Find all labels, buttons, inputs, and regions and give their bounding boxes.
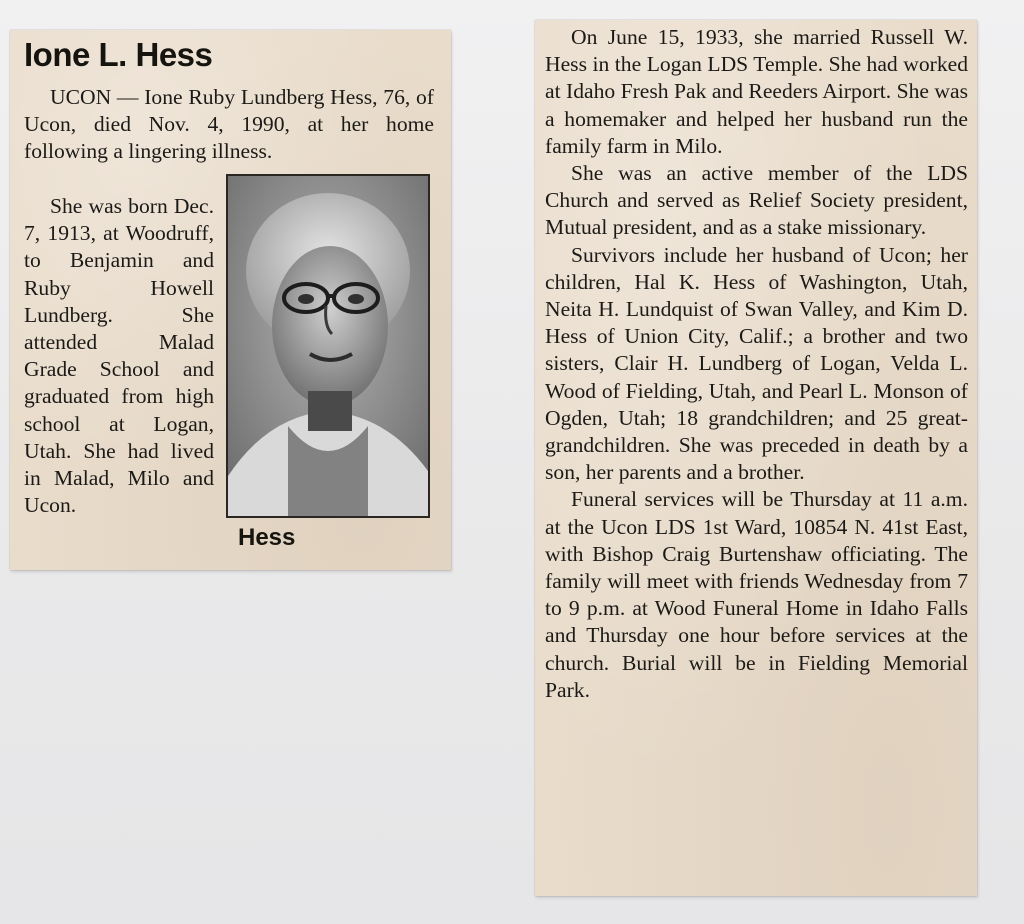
obituary-clipping-right	[535, 20, 977, 896]
paragraph-church: She was an active member of the LDS Church and served as Relief Society president, Mutual president, and as a stake missionary.	[545, 161, 968, 240]
paragraph-survivors: Survivors include her husband of Ucon; her children, Hal K. Hess of Washington, Utah, Neita H. Lundquist of Swan Valley, and Kim D. Hess of Union City, Calif.; a brother and two sisters, Clair H. Lundberg of Logan, Velda L. Wood of Fielding, Utah, and Pearl L. Monson of Ogden, Utah; 18 grandchildren; and 25 great-grandchildren. She was preceded in death by a son, her parents and a brother.	[545, 242, 968, 485]
paragraph-married: On June 15, 1933, she married Russell W. Hess in the Logan LDS Temple. She had worked at Idaho Fresh Pak and Reeders Airport. She was a homemaker and helped her husband run the family farm in Milo.	[545, 25, 968, 158]
obituary-headline: Ione L. Hess	[24, 36, 213, 73]
obituary-continued-text	[545, 24, 968, 704]
portrait-photo-drawing	[228, 176, 428, 516]
portrait-photo	[226, 174, 430, 518]
paragraph-funeral: Funeral services will be Thursday at 11 a.m. at the Ucon LDS 1st Ward, 10854 N. 41st East, with Bishop Craig Burtenshaw officiating. The family will meet with friends Wednesday from 7 to 9 p.m. at Wood Funeral Home in Idaho Falls and Thursday one hour before services at the church. Burial will be in Fielding Memorial Park.	[545, 487, 968, 702]
photo-caption: Hess	[238, 524, 296, 551]
paragraph-born: She was born Dec. 7, 1913, at Woodruff, to Benjamin and Ruby Howell Lundberg. She attended Malad Grade School and graduated from high school at Logan, Utah. She had lived in Malad, Milo and Ucon.	[24, 194, 214, 518]
obituary-clipping-left	[10, 30, 451, 570]
paragraph-lead: UCON — Ione Ruby Lundberg Hess, 76, of Ucon, died Nov. 4, 1990, at her home following a lingering illness.	[24, 85, 434, 164]
